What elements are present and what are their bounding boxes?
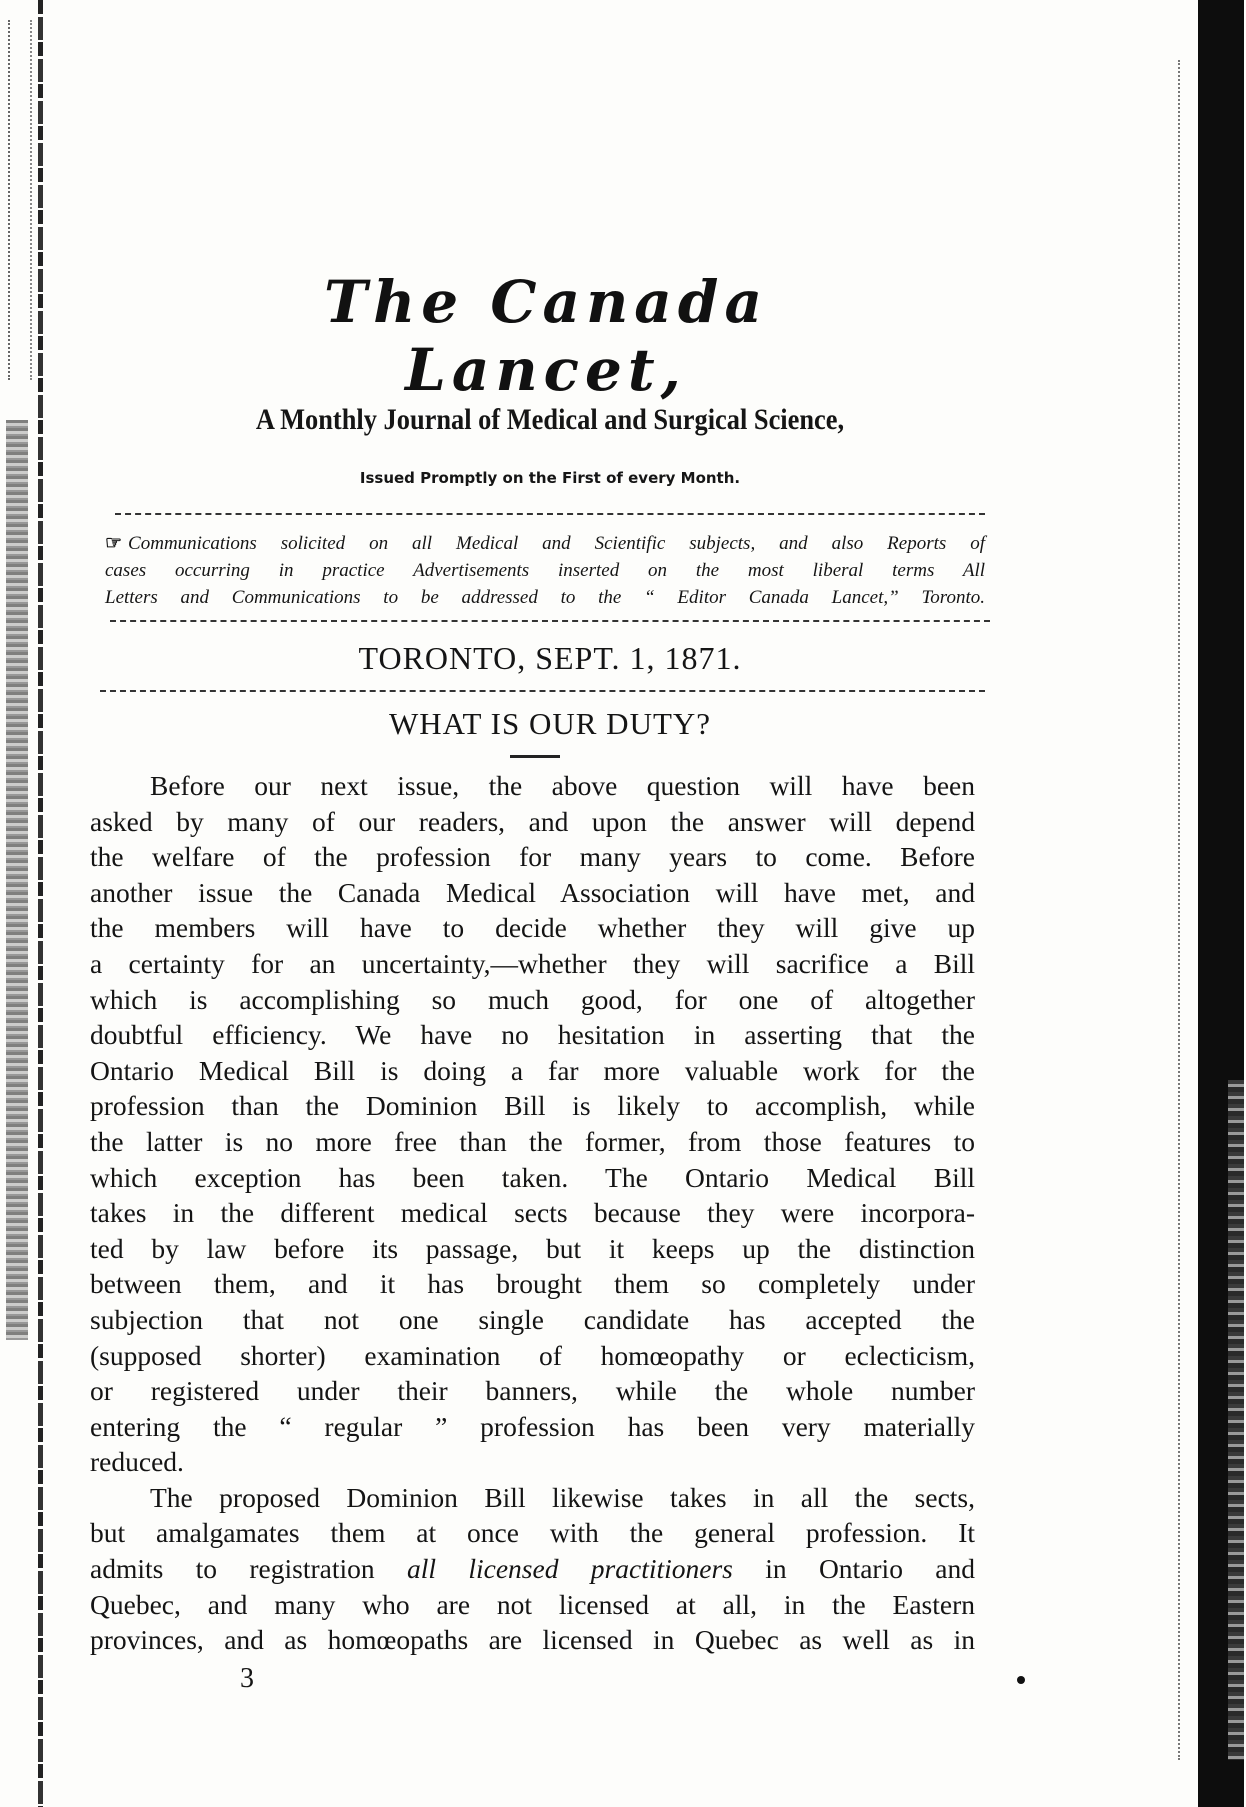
scan-edge-dots xyxy=(8,20,32,380)
body-line: Ontario Medical Bill is doing a far more valuable work for the xyxy=(90,1054,975,1086)
ink-dot xyxy=(1017,1676,1025,1684)
body-line: asked by many of our readers, and upon the answer will depend xyxy=(90,805,975,837)
notice-block xyxy=(105,530,985,611)
journal-masthead: The Canada Lancet, xyxy=(323,268,769,404)
dateline-rule xyxy=(100,690,985,692)
body-line: the members will have to decide whether they will give up xyxy=(90,912,975,944)
body-line: The proposed Dominion Bill likewise takes in all the sects, xyxy=(150,1481,975,1513)
scan-left-edge xyxy=(38,0,43,1807)
scan-binding-band xyxy=(6,420,28,1340)
pointing-hand-icon: ☞ xyxy=(105,533,123,554)
journal-subtitle: A Monthly Journal of Medical and Surgical Science, xyxy=(255,403,845,436)
body-line: or registered under their banners, while the whole number xyxy=(90,1375,975,1407)
body-line: another issue the Canada Medical Association will have met, and xyxy=(90,876,975,908)
dateline: TORONTO, SEPT. 1, 1871. xyxy=(358,640,742,676)
body-line: ted by law before its passage, but it keeps up the distinction xyxy=(90,1232,975,1264)
notice-top-rule xyxy=(115,513,985,515)
body-line: the latter is no more free than the former, from those features to xyxy=(90,1125,975,1157)
notice-line: Letters and Communications to be addressed to the “ Editor Canada Lancet,” Toronto. xyxy=(105,587,985,608)
body-line: admits to registration all licensed practitioners in Ontario and xyxy=(90,1553,975,1585)
body-line: entering the “ regular ” profession has been very materially xyxy=(90,1410,975,1442)
body-line: doubtful efficiency. We have no hesitation in asserting that the xyxy=(90,1019,975,1051)
body-line: but amalgamates them at once with the general profession. It xyxy=(90,1517,975,1549)
notice-bottom-rule xyxy=(110,620,990,622)
notice-line: cases occurring in practice Advertisements inserted on the most liberal terms All xyxy=(105,560,985,581)
body-line: provinces, and as homœopaths are licensed in Quebec as well as in xyxy=(90,1624,975,1656)
body-line: profession than the Dominion Bill is likely to accomplish, while xyxy=(90,1090,975,1122)
body-line: subjection that not one single candidate has accepted the xyxy=(90,1303,975,1335)
body-line: a certainty for an uncertainty,—whether they will sacrifice a Bill xyxy=(90,947,975,979)
body-line: which exception has been taken. The Ontario Medical Bill xyxy=(90,1161,975,1193)
issue-frequency: Issued Promptly on the First of every Month. xyxy=(359,469,741,487)
body-line: the welfare of the profession for many years to come. Before xyxy=(90,841,975,873)
body-line: which is accomplishing so much good, for one of altogether xyxy=(90,983,975,1015)
body-line: reduced. xyxy=(90,1446,184,1478)
scan-right-stripe xyxy=(1228,1080,1244,1760)
italic-phrase: all licensed practitioners xyxy=(406,1553,733,1585)
page-number: 3 xyxy=(240,1663,254,1694)
article-title: WHAT IS OUR DUTY? xyxy=(388,706,712,741)
scan-right-dots xyxy=(1178,60,1182,1760)
body-line: between them, and it has brought them so completely under xyxy=(90,1268,975,1300)
notice-line: ☞ Communications solicited on all Medical and Scientific subjects, and also Reports of xyxy=(105,533,985,554)
body-line: takes in the different medical sects because they were incorpora- xyxy=(90,1197,975,1229)
title-rule xyxy=(510,755,560,758)
body-line: Before our next issue, the above question will have been xyxy=(150,770,975,801)
body-line: Quebec, and many who are not licensed at all, in the Eastern xyxy=(90,1588,975,1620)
body-line: (supposed shorter) examination of homœopathy or eclecticism, xyxy=(90,1339,975,1371)
article-body xyxy=(90,768,975,1658)
